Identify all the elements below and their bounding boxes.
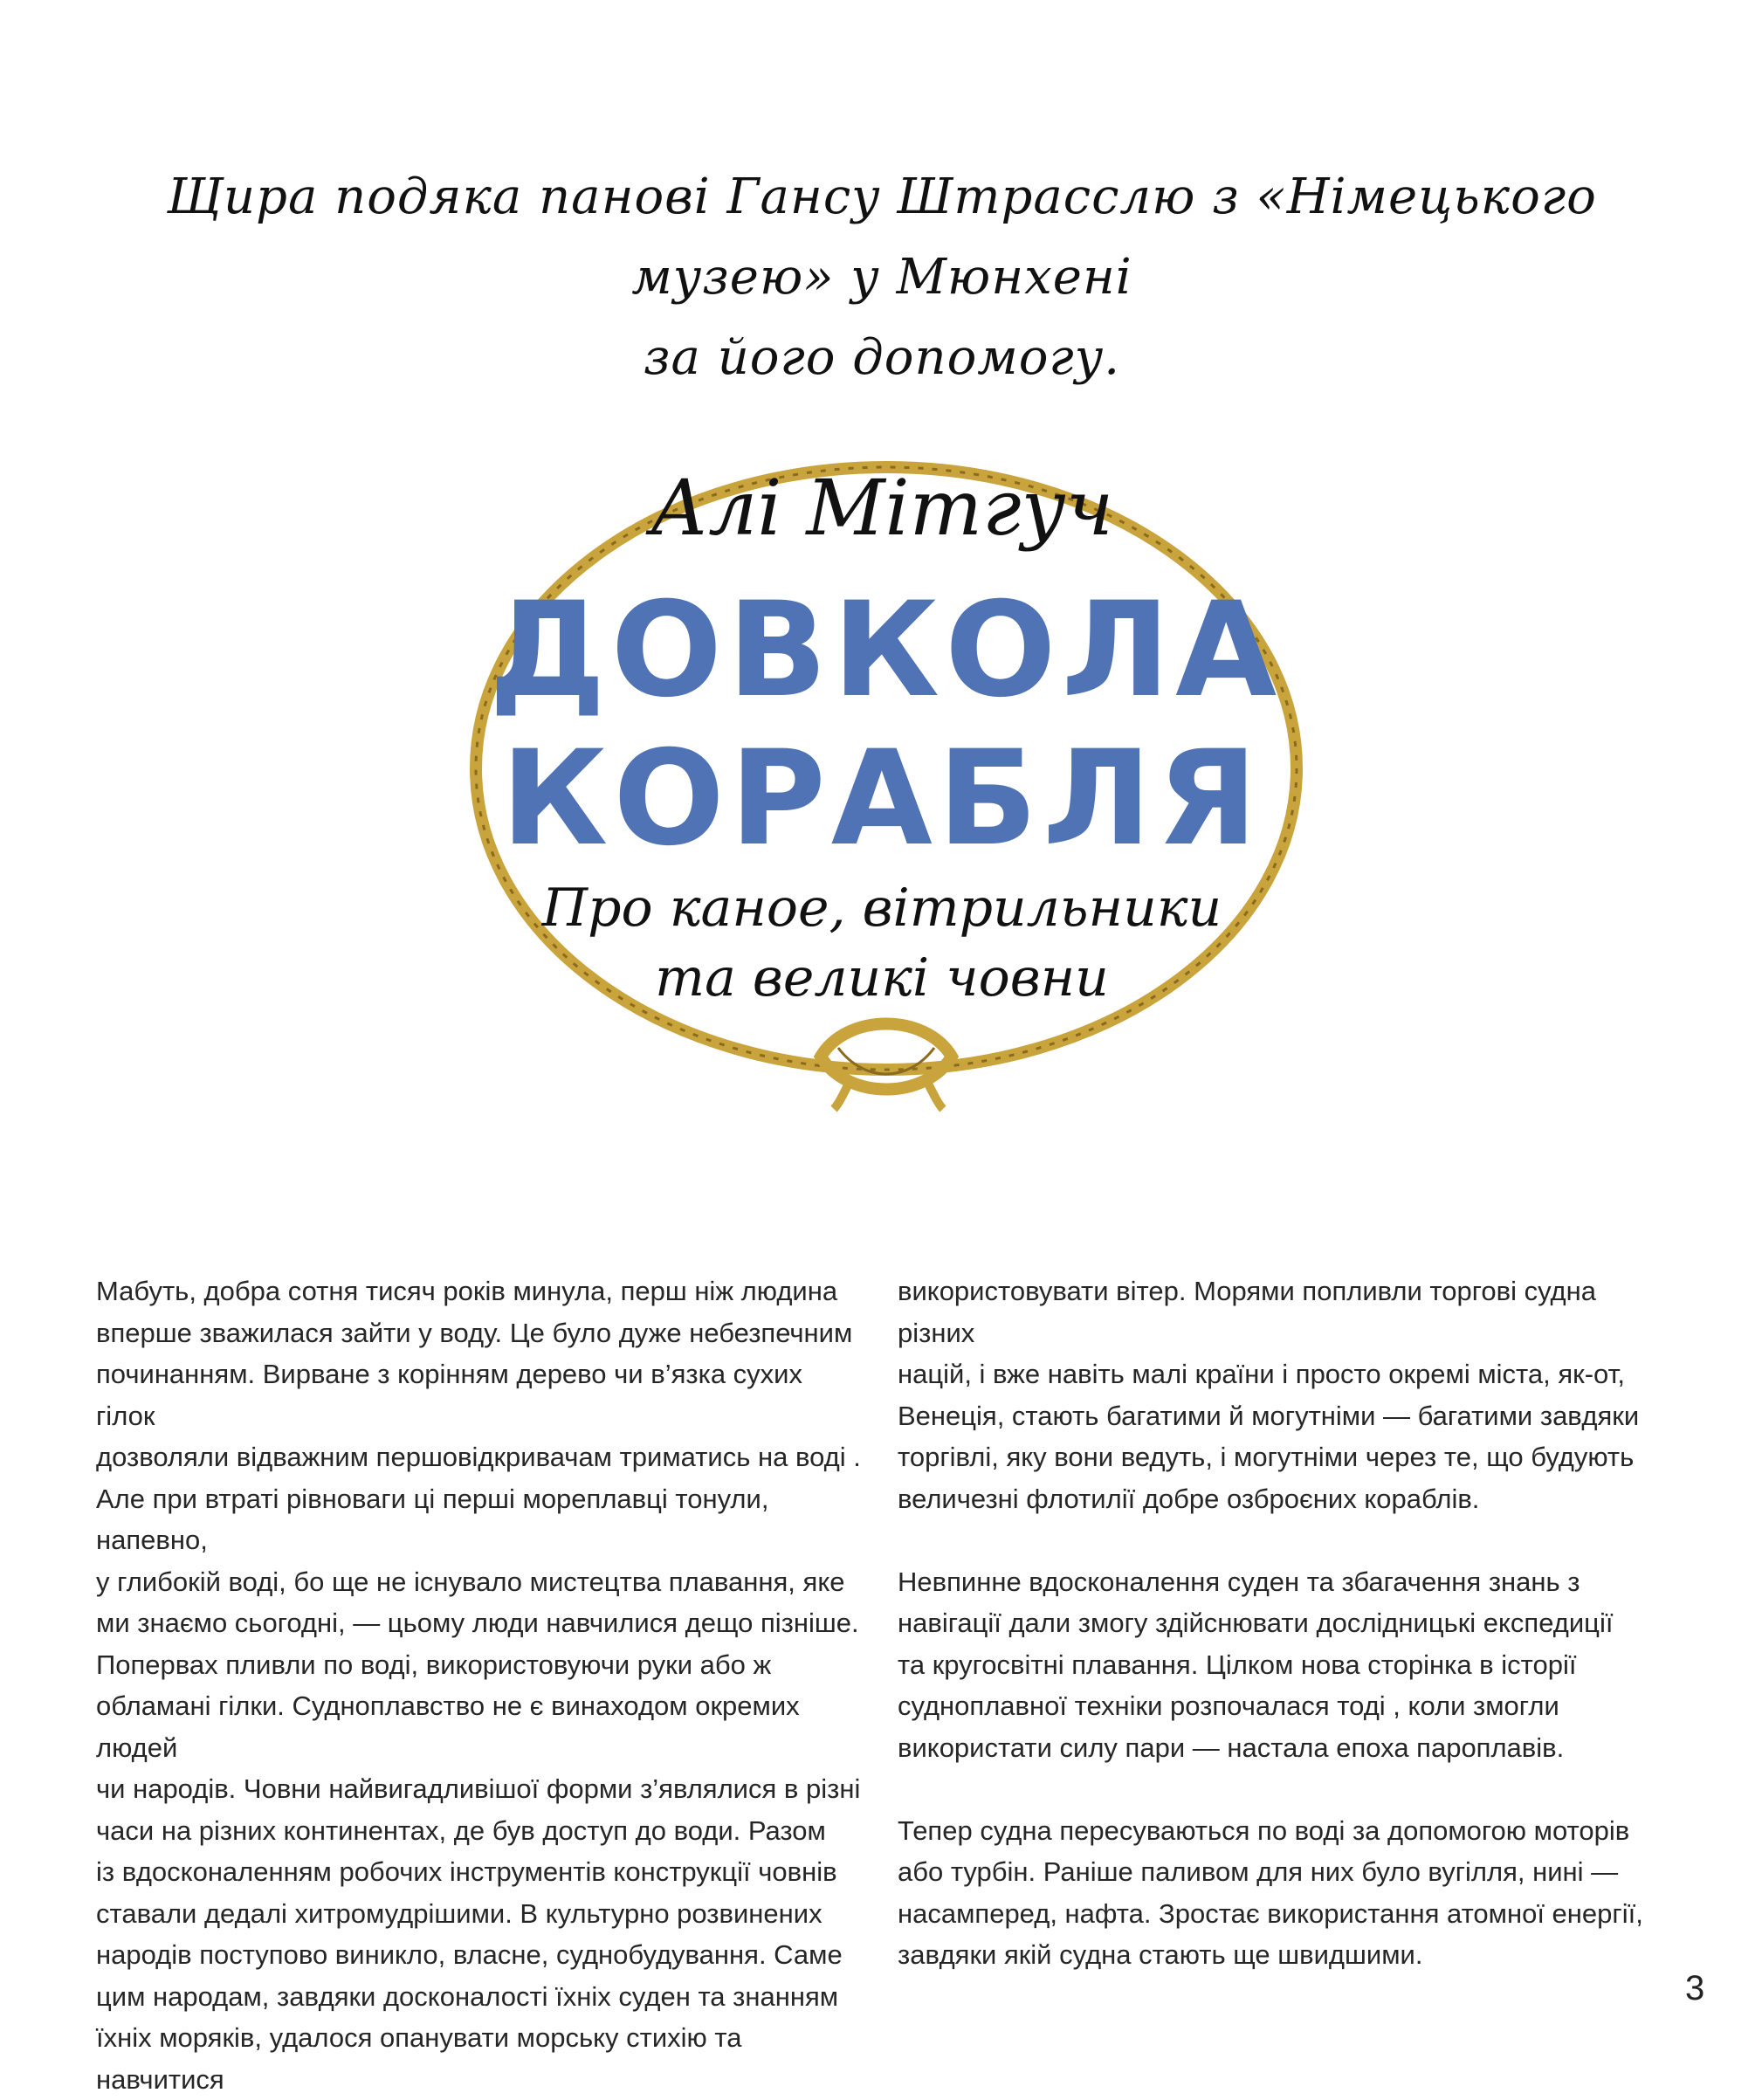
- body-line: часи на різних континентах, де був доступ до води. Разом: [96, 1814, 826, 1846]
- dedication-line-2: за його допомогу.: [643, 329, 1121, 386]
- book-title-line-1: ДОВКОЛА: [489, 575, 1283, 726]
- body-column-right: [898, 1270, 1666, 1976]
- body-line: або турбін. Раніше паливом для них було вугілля, нині —: [898, 1856, 1619, 1887]
- body-line: судноплавної техніки розпочалася тоді , коли змогли: [898, 1690, 1559, 1721]
- body-line: із вдосконаленням робочих інструментів конструкції човнів: [96, 1856, 837, 1887]
- book-subtitle-line-1: Про каное, вітрильники: [541, 878, 1222, 939]
- dedication-line-1: Щира подяка панові Гансу Штрасслю з «Німецького музею» у Мюнхені: [167, 169, 1597, 306]
- body-line: Але при втраті рівноваги ці перші мореплавці тонули, напевно,: [96, 1483, 769, 1555]
- body-line: націй, і вже навіть малі країни і просто окремі міста, як-от,: [898, 1359, 1625, 1389]
- dedication: [87, 157, 1676, 398]
- body-line: чи народів. Човни найвигадливішої форми з’являлися в різні: [96, 1773, 861, 1804]
- body-line: ставали дедалі хитромудрішими. В культурно розвинених: [96, 1897, 822, 1929]
- body-line: обламані гілки. Судноплавство не є винаходом окремих людей: [96, 1690, 800, 1763]
- paragraph-gap: [898, 1768, 1666, 1810]
- book-subtitle-line-2: та великі човни: [655, 947, 1109, 1009]
- body-line: торгівлі, яку вони ведуть, і могутніми через те, що будують: [898, 1442, 1635, 1472]
- body-line: завдяки якій судна стають ще швидшими.: [898, 1939, 1423, 1970]
- paragraph-gap: [898, 1519, 1666, 1561]
- body-line: навігації дали змогу здійснювати дослідницькі експедиції: [898, 1608, 1614, 1638]
- body-column-left: [96, 1270, 864, 2100]
- body-line: насамперед, нафта. Зростає використання атомної енергії,: [898, 1897, 1643, 1929]
- body-line: використовувати вітер. Морями попливли торгові судна різних: [898, 1276, 1597, 1348]
- body-line: починанням. Вирване з корінням дерево чи в’язка сухих гілок: [96, 1359, 802, 1431]
- body-line: Попервах пливли по воді, використовуючи руки або ж: [96, 1649, 772, 1680]
- page-number: 3: [1685, 1969, 1705, 2007]
- body-line: величезні флотилії добре озброєних кораблів.: [898, 1483, 1480, 1514]
- body-line: Мабуть, добра сотня тисяч років минула, перш ніж людина: [96, 1276, 838, 1306]
- body-line: ми знаємо сьогодні, — цьому люди навчилися дещо пізніше.: [96, 1608, 859, 1638]
- author-name: Алі Мітгуч: [650, 463, 1114, 553]
- body-line: та кругосвітні плавання. Цілком нова сторінка в історії: [898, 1649, 1577, 1680]
- body-line: цим народам, завдяки досконалості їхніх суден та знанням: [96, 1980, 839, 2012]
- body-line: Невпинне вдосконалення суден та збагачення знань з: [898, 1566, 1580, 1597]
- body-line: народів поступово виникло, власне, суднобудування. Саме: [96, 1939, 843, 1970]
- body-line: у глибокій воді, бо ще не існувало мистецтва плавання, яке: [96, 1566, 845, 1597]
- body-line: дозволяли відважним першовідкривачам триматись на воді .: [96, 1442, 861, 1472]
- body-line: вперше зважилася зайти у воду. Це було дуже небезпечним: [96, 1317, 853, 1348]
- body-line: Венеція, стають багатими й могутніми — багатими завдяки: [898, 1400, 1640, 1431]
- body-line: Тепер судна пересуваються по воді за допомогою моторів: [898, 1814, 1630, 1846]
- body-line: їхніх моряків, удалося опанувати морську стихію та навчитися: [96, 2022, 742, 2095]
- book-subtitle: [524, 873, 1240, 1013]
- body-line: використати силу пари — настала епоха пароплавів.: [898, 1732, 1565, 1763]
- book-title-line-2: КОРАБЛЯ: [500, 723, 1263, 875]
- book-title: [489, 575, 1283, 875]
